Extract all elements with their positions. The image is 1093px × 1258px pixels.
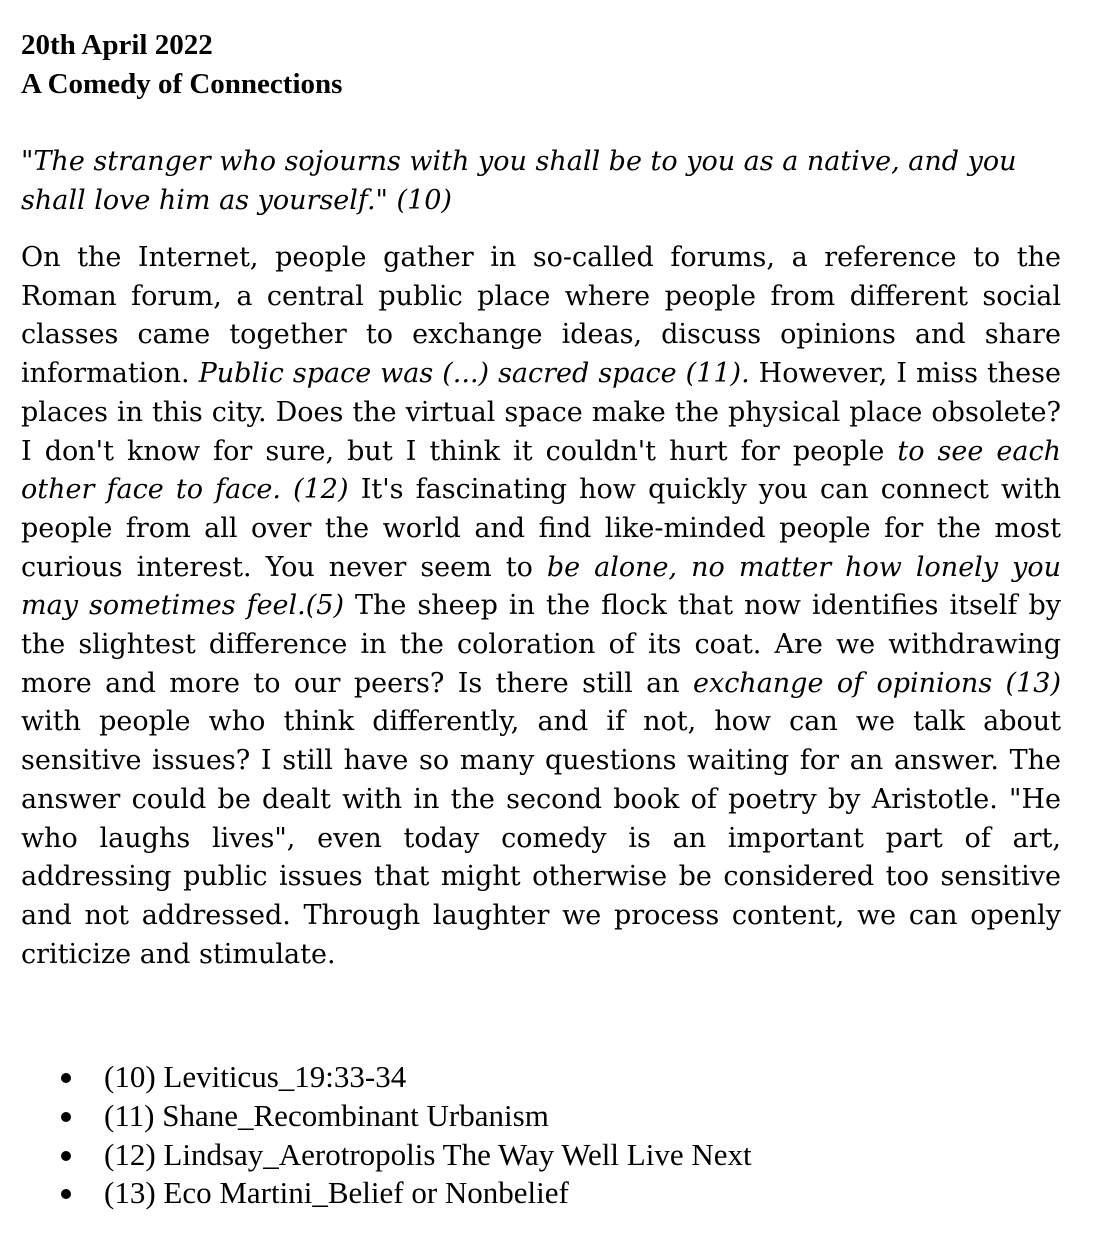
reference-text: (13) Eco Martini_Belief or Nonbelief — [104, 1175, 569, 1211]
body-text-1: On the Internet, people gather in so-called forums, a reference to the Roman forum, a central public place where people from different social classes came together to exchange ideas, discuss opinions and share information. — [21, 242, 1061, 390]
quote-5: be alone, no matter how lonely you may sometimes feel.(5) — [21, 551, 1061, 622]
quote-11: Public space was (...) sacred space (11). — [198, 358, 750, 390]
bullet-icon — [61, 1073, 71, 1083]
quote-12: to see each other face to face. (12) — [21, 435, 1061, 506]
bullet-icon — [61, 1112, 71, 1122]
quote-13: exchange of opinions (13) — [692, 667, 1061, 699]
epigraph — [21, 143, 1061, 220]
reference-text: (11) Shane_Recombinant Urbanism — [104, 1097, 549, 1133]
references-list — [61, 1058, 752, 1213]
bullet-icon — [61, 1189, 71, 1199]
reference-item — [61, 1136, 752, 1175]
reference-item — [61, 1058, 752, 1097]
reference-item — [61, 1097, 752, 1136]
body-paragraph — [21, 239, 1061, 974]
entry-title: A Comedy of Connections — [21, 68, 343, 100]
epigraph-ref: (10) — [387, 184, 452, 216]
reference-text: (12) Lindsay_Aerotropolis The Way Well Live Next — [104, 1136, 752, 1172]
body-text-5: with people who think differently, and if not, how can we talk about sensitive issues? I still have so many questions waiting for an answer. The answer could be dealt with in the second book of poetry by Aristotle. "He who laughs lives", even today comedy is an important part of art, addressing public issues that might otherwise be considered too sensitive and not addressed. Through laughter we process content, we can openly criticize and stimulate. — [21, 706, 1061, 970]
reference-item — [61, 1174, 752, 1213]
reference-text: (10) Leviticus_19:33-34 — [104, 1059, 407, 1094]
entry-date: 20th April 2022 — [21, 29, 213, 61]
epigraph-quote: "The stranger who sojourns with you shall be to you as a native, and you shall love him as yourself." — [21, 146, 1017, 216]
body-text-3: It's fascinating how quickly you can connect with people from all over the world and find like-minded people for the most curious interest. You never seem to — [21, 474, 1061, 583]
body-text-4: The sheep in the flock that now identifies itself by the slightest difference in the coloration of its coat. Are we withdrawing more and more to our peers? Is there still an — [21, 590, 1062, 699]
body-text-2: However, I miss these places in this city. Does the virtual space make the physical place obsolete? I don't know for sure, but I think it couldn't hurt for people — [21, 358, 1061, 467]
bullet-icon — [61, 1151, 71, 1161]
